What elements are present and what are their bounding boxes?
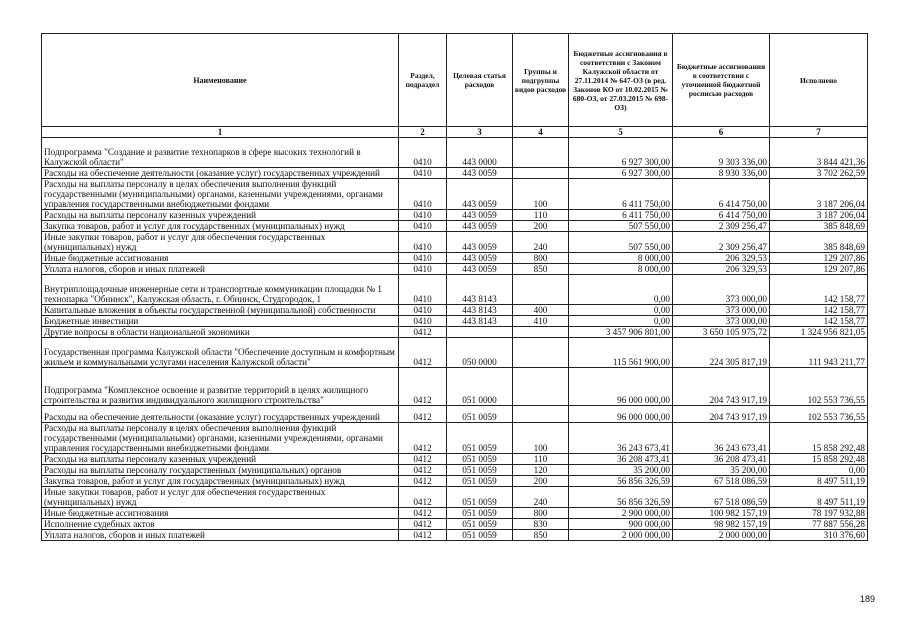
row-approved-amount: 900 000,00 [569,519,673,530]
row-section: 0412 [399,530,447,541]
row-group: 800 [513,253,569,264]
row-target: 051 0059 [447,423,513,454]
row-target: 051 0059 [447,476,513,487]
header-refined: Бюджетные ассигнования в соответствии с уточненной бюджетной росписью расходов [673,34,770,127]
row-target: 443 0059 [447,179,513,210]
row-section: 0410 [399,179,447,210]
row-section: 0410 [399,253,447,264]
row-group: 100 [513,423,569,454]
row-approved-amount: 3 457 906 801,00 [569,327,673,338]
row-name: Уплата налогов, сборов и иных платежей [42,530,399,541]
row-refined-amount: 36 243 673,41 [673,423,770,454]
table-row [42,232,868,253]
row-section: 0412 [399,487,447,508]
row-group [513,168,569,179]
row-executed-amount: 111 943 211,77 [770,338,868,368]
row-refined-amount: 8 930 336,00 [673,168,770,179]
row-refined-amount: 100 982 157,19 [673,508,770,519]
col-number: 2 [399,127,447,138]
row-target: 051 0059 [447,487,513,508]
row-refined-amount: 2 309 256,47 [673,232,770,253]
row-executed-amount: 8 497 511,19 [770,487,868,508]
budget-sheet [41,33,867,541]
row-refined-amount: 204 743 917,19 [673,406,770,423]
col-number: 5 [569,127,673,138]
table-row [42,138,868,168]
row-group: 240 [513,487,569,508]
row-refined-amount: 204 743 917,19 [673,368,770,406]
row-name: Государственная программа Калужской области "Обеспечение доступным и комфортным жильем и коммунальными услугами населения Калужской области" [42,338,399,368]
row-executed-amount: 3 702 262,59 [770,168,868,179]
row-section: 0412 [399,454,447,465]
row-approved-amount: 0,00 [569,316,673,327]
row-target: 051 0000 [447,368,513,406]
row-approved-amount: 0,00 [569,275,673,305]
row-target: 051 0059 [447,519,513,530]
row-refined-amount: 98 982 157,19 [673,519,770,530]
row-name: Расходы на выплаты персоналу казенных учреждений [42,210,399,221]
row-target: 443 0059 [447,264,513,275]
table-row [42,316,868,327]
row-approved-amount: 2 000 000,00 [569,530,673,541]
row-target: 443 0059 [447,221,513,232]
row-group: 200 [513,476,569,487]
row-executed-amount: 129 207,86 [770,253,868,264]
column-number-row [42,127,868,138]
col-number: 7 [770,127,868,138]
row-section: 0412 [399,508,447,519]
row-executed-amount: 1 324 956 821,05 [770,327,868,338]
row-approved-amount: 115 561 900,00 [569,338,673,368]
row-target: 443 0059 [447,232,513,253]
row-group: 200 [513,221,569,232]
row-executed-amount: 142 158,77 [770,316,868,327]
header-groups: Группы и подгруппы видов расходов [513,34,569,127]
table-row [42,476,868,487]
row-name: Подпрограмма "Комплексное освоение и развитие территорий в целях жилищного строительства и развития индивидуального жилищного строительства" [42,368,399,406]
row-name: Расходы на выплаты персоналу в целях обеспечения выполнения функций государственными (муниципальными) органами, казенными учреждениями, органами управления государственными внебюджетными фондами [42,423,399,454]
row-section: 0410 [399,232,447,253]
row-name: Закупка товаров, работ и услуг для государственных (муниципальных) нужд [42,221,399,232]
row-name: Расходы на выплаты персоналу государственных (муниципальных) органов [42,465,399,476]
col-number: 3 [447,127,513,138]
table-row [42,253,868,264]
row-executed-amount: 385 848,69 [770,232,868,253]
row-name: Расходы на выплаты персоналу казенных учреждений [42,454,399,465]
row-approved-amount: 507 550,00 [569,221,673,232]
table-body [42,138,868,541]
row-executed-amount: 310 376,60 [770,530,868,541]
row-executed-amount: 142 158,77 [770,275,868,305]
row-name: Иные закупки товаров, работ и услуг для обеспечения государственных (муниципальных) нужд [42,487,399,508]
row-section: 0410 [399,275,447,305]
row-section: 0410 [399,221,447,232]
row-target: 443 8143 [447,316,513,327]
row-name: Другие вопросы в области национальной экономики [42,327,399,338]
col-number: 1 [42,127,399,138]
row-refined-amount: 3 650 105 975,72 [673,327,770,338]
row-target: 443 0059 [447,210,513,221]
row-section: 0412 [399,476,447,487]
row-refined-amount: 35 200,00 [673,465,770,476]
row-group [513,368,569,406]
row-name: Закупка товаров, работ и услуг для государственных (муниципальных) нужд [42,476,399,487]
row-target: 443 8143 [447,305,513,316]
table-row [42,305,868,316]
row-group: 410 [513,316,569,327]
row-executed-amount: 15 858 292,48 [770,454,868,465]
row-section: 0412 [399,368,447,406]
row-name: Расходы на обеспечение деятельности (оказание услуг) государственных учреждений [42,406,399,423]
row-executed-amount: 102 553 736,55 [770,368,868,406]
table-row [42,179,868,210]
row-target: 443 0000 [447,138,513,168]
row-name: Расходы на обеспечение деятельности (оказание услуг) государственных учреждений [42,168,399,179]
table-row [42,221,868,232]
table-row [42,519,868,530]
row-approved-amount: 56 856 326,59 [569,487,673,508]
table-row [42,406,868,423]
row-refined-amount: 67 518 086,59 [673,487,770,508]
row-approved-amount: 36 208 473,41 [569,454,673,465]
row-executed-amount: 77 887 556,28 [770,519,868,530]
row-refined-amount: 6 414 750,00 [673,179,770,210]
header-approved: Бюджетные ассигнования в соответствии с Законом Калужской области от 27.11.2014 № 647-ОЗ (в ред. Законов КО от 10.02.2015 № 680-ОЗ, от 27.03.2015 № 698-ОЗ) [569,34,673,127]
row-refined-amount: 2 000 000,00 [673,530,770,541]
row-refined-amount: 206 329,53 [673,253,770,264]
page-number: 189 [859,594,875,604]
row-section: 0412 [399,338,447,368]
row-group: 850 [513,264,569,275]
header-executed: Исполнено [770,34,868,127]
table-row [42,465,868,476]
row-approved-amount: 96 000 000,00 [569,406,673,423]
col-number: 6 [673,127,770,138]
table-row [42,338,868,368]
row-refined-amount: 224 305 817,19 [673,338,770,368]
row-executed-amount: 3 187 206,04 [770,179,868,210]
row-section: 0412 [399,406,447,423]
row-executed-amount: 129 207,86 [770,264,868,275]
table-row [42,530,868,541]
row-refined-amount: 67 518 086,59 [673,476,770,487]
row-refined-amount: 206 329,53 [673,264,770,275]
row-group [513,138,569,168]
row-target: 051 0059 [447,530,513,541]
row-refined-amount: 373 000,00 [673,305,770,316]
row-name: Иные закупки товаров, работ и услуг для обеспечения государственных (муниципальных) нужд [42,232,399,253]
row-name: Капитальные вложения в объекты государственной (муниципальной) собственности [42,305,399,316]
row-refined-amount: 2 309 256,47 [673,221,770,232]
row-target: 443 0059 [447,253,513,264]
row-executed-amount: 78 197 932,88 [770,508,868,519]
row-approved-amount: 6 927 300,00 [569,138,673,168]
table-row [42,264,868,275]
table-row [42,168,868,179]
row-group: 120 [513,465,569,476]
row-name: Подпрограмма "Создание и развитие технопарков в сфере высоких технологий в Калужской области" [42,138,399,168]
row-group: 800 [513,508,569,519]
row-group: 830 [513,519,569,530]
row-name: Бюджетные инвестиции [42,316,399,327]
row-refined-amount: 373 000,00 [673,275,770,305]
row-group [513,338,569,368]
header-target: Целевая статья расходов [447,34,513,127]
row-section: 0412 [399,465,447,476]
row-approved-amount: 0,00 [569,305,673,316]
row-approved-amount: 56 856 326,59 [569,476,673,487]
table-row [42,368,868,406]
row-group: 110 [513,210,569,221]
row-group: 850 [513,530,569,541]
row-name: Внутриплощадочные инженерные сети и транспортные коммуникации площадки № 1 технопарка "Обнинск", Калужская область, г. Обнинск, Студгородок, 1 [42,275,399,305]
col-number: 4 [513,127,569,138]
row-target: 050 0000 [447,338,513,368]
row-section: 0412 [399,327,447,338]
row-approved-amount: 36 243 673,41 [569,423,673,454]
row-target: 051 0059 [447,508,513,519]
row-approved-amount: 8 000,00 [569,264,673,275]
row-group: 400 [513,305,569,316]
row-group: 110 [513,454,569,465]
row-section: 0410 [399,316,447,327]
row-refined-amount: 373 000,00 [673,316,770,327]
row-executed-amount: 8 497 511,19 [770,476,868,487]
row-group: 100 [513,179,569,210]
row-section: 0410 [399,210,447,221]
row-section: 0410 [399,264,447,275]
row-name: Расходы на выплаты персоналу в целях обеспечения выполнения функций государственными (муниципальными) органами, казенными учреждениями, органами управления государственными внебюджетными фондами [42,179,399,210]
row-executed-amount: 3 187 206,04 [770,210,868,221]
row-executed-amount: 102 553 736,55 [770,406,868,423]
row-section: 0410 [399,168,447,179]
table-header-row [42,34,868,127]
row-group [513,406,569,423]
row-target: 051 0059 [447,406,513,423]
row-approved-amount: 2 900 000,00 [569,508,673,519]
row-approved-amount: 6 411 750,00 [569,210,673,221]
table-row [42,487,868,508]
row-section: 0410 [399,305,447,316]
row-refined-amount: 36 208 473,41 [673,454,770,465]
row-approved-amount: 96 000 000,00 [569,368,673,406]
header-name: Наименование [42,34,399,127]
header-section: Раздел, подраздел [399,34,447,127]
row-name: Исполнение судебных актов [42,519,399,530]
row-target: 051 0059 [447,454,513,465]
row-executed-amount: 142 158,77 [770,305,868,316]
table-row [42,454,868,465]
budget-table [41,33,868,541]
table-row [42,423,868,454]
row-target: 443 8143 [447,275,513,305]
row-target: 051 0059 [447,465,513,476]
row-refined-amount: 6 414 750,00 [673,210,770,221]
table-row [42,327,868,338]
row-target [447,327,513,338]
row-section: 0410 [399,138,447,168]
row-refined-amount: 9 303 336,00 [673,138,770,168]
row-group [513,275,569,305]
row-executed-amount: 3 844 421,36 [770,138,868,168]
row-executed-amount: 15 858 292,48 [770,423,868,454]
row-name: Иные бюджетные ассигнования [42,508,399,519]
table-row [42,210,868,221]
row-approved-amount: 8 000,00 [569,253,673,264]
row-target: 443 0059 [447,168,513,179]
row-section: 0412 [399,519,447,530]
row-group: 240 [513,232,569,253]
row-approved-amount: 6 411 750,00 [569,179,673,210]
row-approved-amount: 507 550,00 [569,232,673,253]
table-row [42,508,868,519]
table-row [42,275,868,305]
row-executed-amount: 385 848,69 [770,221,868,232]
row-section: 0412 [399,423,447,454]
row-approved-amount: 35 200,00 [569,465,673,476]
row-name: Иные бюджетные ассигнования [42,253,399,264]
row-executed-amount: 0,00 [770,465,868,476]
row-approved-amount: 6 927 300,00 [569,168,673,179]
row-group [513,327,569,338]
row-name: Уплата налогов, сборов и иных платежей [42,264,399,275]
